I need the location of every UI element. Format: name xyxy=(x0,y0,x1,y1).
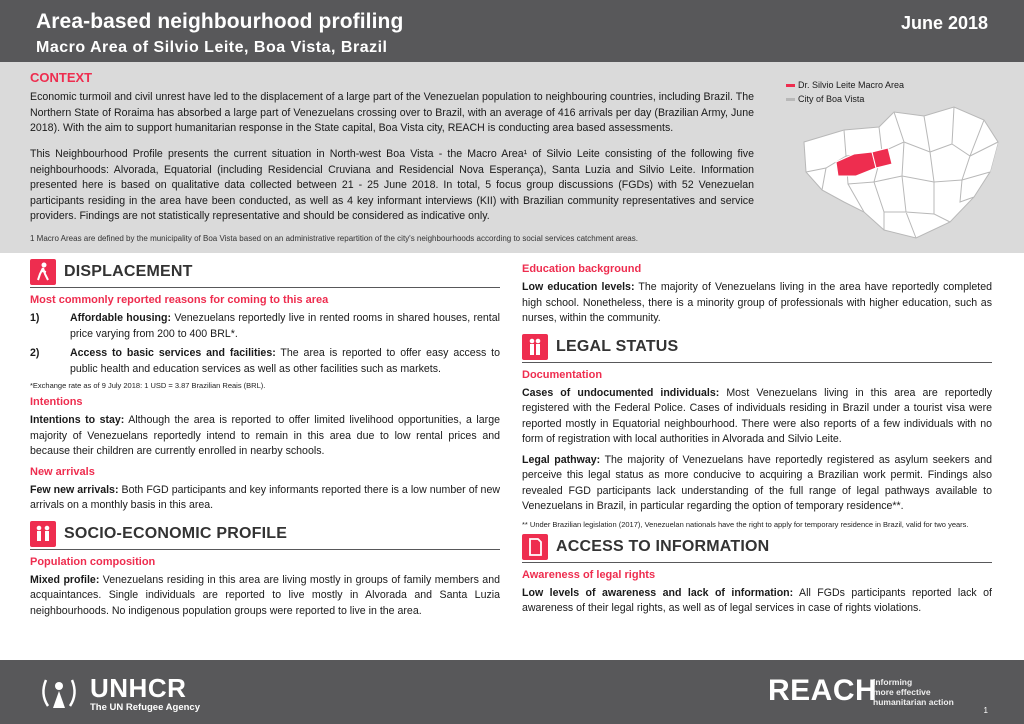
reasons-subheading: Most commonly reported reasons for coming to this area xyxy=(30,294,329,306)
intentions-text: Although the area is reported to offer limited livelihood opportunities, a large majority of Venezuelans reportedly intend to remain in this area due to low rental prices and because their children are currently enrolled in nearby schools. xyxy=(30,414,500,457)
documentation-subheading: Documentation xyxy=(522,368,603,381)
socio-header xyxy=(30,520,500,550)
arrivals-subheading: New arrivals xyxy=(30,465,95,478)
reach-tagline xyxy=(873,677,954,707)
reason-item-1 xyxy=(30,311,500,342)
arrivals-paragraph xyxy=(30,483,500,514)
legal-title: LEGAL STATUS xyxy=(556,337,679,355)
reason-number: 2) xyxy=(30,347,40,359)
undocumented-paragraph xyxy=(522,386,992,448)
context-footnote: 1 Macro Areas are defined by the municipality of Boa Vista based on an administrative repartition of the city's neighbourhoods according to social services catchment areas. xyxy=(30,234,638,243)
page-title: Area-based neighbourhood profiling xyxy=(36,10,404,33)
unhcr-name: UNHCR xyxy=(90,673,187,703)
access-title: ACCESS TO INFORMATION xyxy=(556,537,770,555)
population-text: Venezuelans residing in this area are living mostly in groups of family members and acquaintances. Single individuals are reported to live mostly in Alvorada and Santa Luzia neighbourhoods. No indigenous population groups were reported to live in the area. xyxy=(30,573,500,617)
awareness-subheading: Awareness of legal rights xyxy=(522,568,656,581)
arrivals-text: Both FGD participants and key informants reported there is a low number of new arrivals on a monthly basis in this area. xyxy=(30,483,500,511)
legislation-note: ** Under Brazilian legislation (2017), Venezuelan nationals have the right to apply for temporary residence in Brazil, valid for two years. xyxy=(522,519,969,529)
document-icon xyxy=(522,534,548,560)
awareness-paragraph xyxy=(522,586,992,617)
reason-item-2 xyxy=(30,346,500,377)
population-paragraph xyxy=(30,573,500,620)
map-legend xyxy=(786,78,904,106)
exchange-rate-note: *Exchange rate as of 9 July 2018: 1 USD = 3.87 Brazilian Reais (BRL). xyxy=(30,381,266,390)
legal-pathway-paragraph xyxy=(522,453,992,515)
reason-label: Access to basic services and facilities: xyxy=(70,347,276,359)
displacement-header xyxy=(30,258,500,288)
intentions-subheading: Intentions xyxy=(30,396,83,408)
intentions-label: Intentions to stay: xyxy=(30,414,125,426)
reason-text: The area is reported to offer easy access to public health and education services as well as other facilities such as markets. xyxy=(70,347,501,375)
reach-tagline-line: Informing xyxy=(873,677,913,687)
reach-name: REACH xyxy=(768,674,878,707)
legend-macro-swatch xyxy=(786,84,795,87)
page-header xyxy=(0,0,1024,62)
reason-number: 1) xyxy=(30,312,40,324)
legend-city xyxy=(786,92,904,106)
undocumented-label: Cases of undocumented individuals: xyxy=(522,386,720,399)
population-subheading: Population composition xyxy=(30,555,156,568)
context-heading: CONTEXT xyxy=(30,70,93,85)
unhcr-tagline: The UN Refugee Agency xyxy=(90,702,200,713)
context-paragraph-2: This Neighbourhood Profile presents the current situation in North-west Boa Vista - the Macro Area¹ of Silvio Leite consisting of the following five neighbourhoods: Alvorada, Equatorial (including Residencial Cruviana and Residencial Nova Esperança), Santa Luzia and Silvio Leite. Information presented here is based on qualitative data collected between 21 - 25 June 2018. In total, 5 focus group discussions (FGDs) with 52 Venezuelan participants residing in the area have been conducted, as well as 4 key informant interviews (KII) with Brazilian community representatives and service providers. Findings are not statistically representative and should be considered as indicative only. xyxy=(30,148,754,222)
population-label: Mixed profile: xyxy=(30,573,100,586)
displacement-title: DISPLACEMENT xyxy=(64,263,193,280)
page-number: 1 xyxy=(983,706,988,715)
publication-date: June 2018 xyxy=(900,13,988,33)
awareness-text: All FGDs participants reported lack of awareness of their legal rights, as well as of legal services in case of rights violations. xyxy=(522,586,992,614)
right-column xyxy=(522,258,992,622)
education-label: Low education levels: xyxy=(522,281,635,293)
unhcr-logo-icon xyxy=(36,672,82,712)
reach-tagline-line: humanitarian action xyxy=(873,697,954,707)
education-subheading: Education background xyxy=(522,263,642,275)
page-subtitle: Macro Area of Silvio Leite, Boa Vista, Brazil xyxy=(36,39,388,56)
legend-city-label: City of Boa Vista xyxy=(798,94,865,104)
left-column xyxy=(30,258,500,624)
intentions-paragraph xyxy=(30,413,500,460)
context-paragraph-1: Economic turmoil and civil unrest have led to the displacement of a large part of the Venezuelan population to neighbouring countries, including Brazil. The Northern State of Roraima has absorbed a large part of Venezuelans crossing over to Brazil, with an average of 416 arrivals per day (Brazilian Army, June 2018). With the aim to support humanitarian response in the State capital, Boa Vista city, REACH is conducting area based assessments. xyxy=(30,91,754,134)
family-icon xyxy=(30,521,56,547)
walking-person-icon xyxy=(30,259,56,285)
legal-header xyxy=(522,333,992,363)
reach-tagline-line: more effective xyxy=(873,687,931,697)
people-icon xyxy=(522,334,548,360)
undocumented-text: Most Venezuelans living in this area are reportedly registered with the Federal Police. Cases of individuals residing in Brazil under a tourist visa were reported mostly in Equatorial neighbourhood. There were also reports of a few individuals with no form of registration with local authorities in Alvorada and Silvio Leite. xyxy=(522,386,993,445)
access-header xyxy=(522,533,992,563)
education-text: The majority of Venezuelans living in the area have reportedly completed high school. Nonetheless, there is a minority group of professionals with higher education, such as nurses, within the community. xyxy=(522,281,992,324)
reason-text: Venezuelans reportedly live in rented rooms in shared houses, rental price varying from 200 to 400 BRL*. xyxy=(70,312,500,340)
education-paragraph xyxy=(522,280,992,327)
legal-pathway-text: The majority of Venezuelans have reportedly registered as asylum seekers and perceive this legal status as more conducive to acquiring a Brazilian work permit. Findings also revealed FGD participants lack understanding of the full range of legal pathways available to Venezuelans in Brazil, in particular regarding the option of temporary residence**. xyxy=(522,453,992,512)
legend-macro-area xyxy=(786,78,904,92)
legal-pathway-label: Legal pathway: xyxy=(522,453,601,466)
legend-macro-label: Dr. Silvio Leite Macro Area xyxy=(798,80,905,90)
legend-city-swatch xyxy=(786,98,795,101)
page-footer xyxy=(0,660,1024,724)
arrivals-label: Few new arrivals: xyxy=(30,483,119,496)
awareness-label: Low levels of awareness and lack of information: xyxy=(522,586,794,599)
socio-title: SOCIO-ECONOMIC PROFILE xyxy=(64,524,288,542)
reason-label: Affordable housing: xyxy=(70,312,172,324)
